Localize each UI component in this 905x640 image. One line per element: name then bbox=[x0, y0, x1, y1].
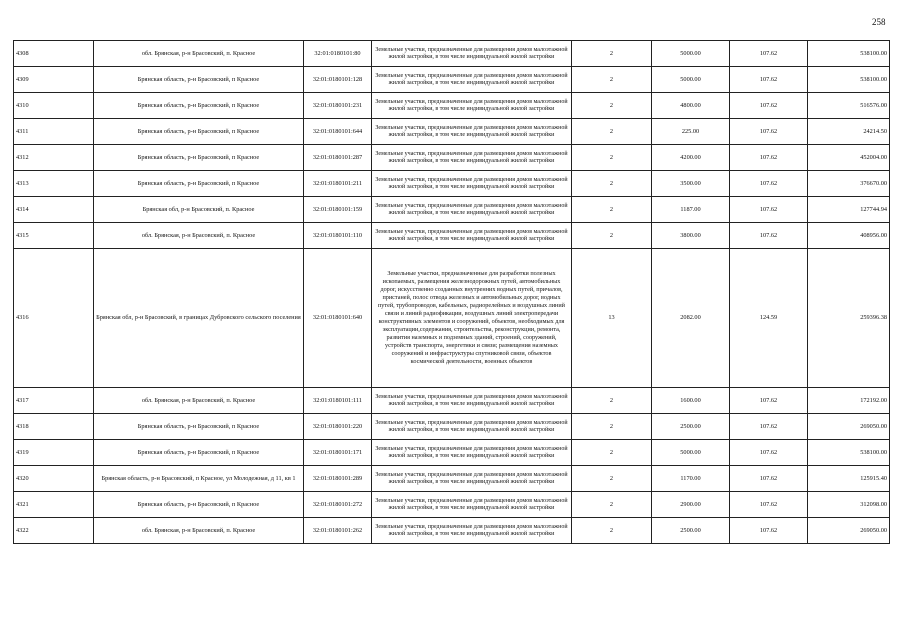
area-cell: 3800.00 bbox=[652, 223, 730, 249]
area-cell: 3500.00 bbox=[652, 171, 730, 197]
use-group-code-cell: 2 bbox=[572, 119, 652, 145]
table-row bbox=[14, 466, 890, 492]
row-number-cell: 4308 bbox=[14, 41, 94, 67]
cadastral-value-cell: 269050.00 bbox=[808, 414, 890, 440]
land-use-purpose-cell: Земельные участки, предназначенные для размещения домов малоэтажной жилой застройки, в том числе индивидуальной жилой застройки bbox=[372, 388, 572, 414]
cadastral-value-cell: 408956.00 bbox=[808, 223, 890, 249]
area-cell: 2082.00 bbox=[652, 249, 730, 388]
row-number-cell: 4310 bbox=[14, 93, 94, 119]
table-row bbox=[14, 93, 890, 119]
table-row bbox=[14, 249, 890, 388]
row-number-cell: 4318 bbox=[14, 414, 94, 440]
cadastral-value-cell: 125915.40 bbox=[808, 466, 890, 492]
area-cell: 5000.00 bbox=[652, 440, 730, 466]
cadastral-value-cell: 269050.00 bbox=[808, 518, 890, 544]
table-row bbox=[14, 388, 890, 414]
cadastral-number-cell: 32:01:0180101:80 bbox=[304, 41, 372, 67]
use-group-code-cell: 2 bbox=[572, 197, 652, 223]
row-number-cell: 4315 bbox=[14, 223, 94, 249]
table-row bbox=[14, 41, 890, 67]
use-group-code-cell: 2 bbox=[572, 145, 652, 171]
address-cell: обл. Брянская, р-н Брасовский, п. Красное bbox=[94, 518, 304, 544]
cadastral-value-cell: 127744.94 bbox=[808, 197, 890, 223]
use-group-code-cell: 2 bbox=[572, 41, 652, 67]
row-number-cell: 4319 bbox=[14, 440, 94, 466]
address-cell: Брянская обл, р-н Брасовский, п. Красное bbox=[94, 197, 304, 223]
cadastral-number-cell: 32:01:0180101:171 bbox=[304, 440, 372, 466]
area-cell: 4800.00 bbox=[652, 93, 730, 119]
cadastral-number-cell: 32:01:0180101:128 bbox=[304, 67, 372, 93]
use-group-code-cell: 2 bbox=[572, 388, 652, 414]
land-use-purpose-cell: Земельные участки, предназначенные для размещения домов малоэтажной жилой застройки, в том числе индивидуальной жилой застройки bbox=[372, 518, 572, 544]
row-number-cell: 4317 bbox=[14, 388, 94, 414]
land-use-purpose-cell: Земельные участки, предназначенные для размещения домов малоэтажной жилой застройки, в том числе индивидуальной жилой застройки bbox=[372, 223, 572, 249]
address-cell: Брянская область, р-н Брасовский, п Красное bbox=[94, 67, 304, 93]
cadastral-number-cell: 32:01:0180101:272 bbox=[304, 492, 372, 518]
use-group-code-cell: 2 bbox=[572, 492, 652, 518]
cadastral-number-cell: 32:01:0180101:111 bbox=[304, 388, 372, 414]
table-row bbox=[14, 440, 890, 466]
address-cell: обл. Брянская, р-н Брасовский, п. Красное bbox=[94, 223, 304, 249]
use-group-code-cell: 2 bbox=[572, 440, 652, 466]
row-number-cell: 4314 bbox=[14, 197, 94, 223]
land-use-purpose-cell: Земельные участки, предназначенные для размещения домов малоэтажной жилой застройки, в том числе индивидуальной жилой застройки bbox=[372, 414, 572, 440]
use-group-code-cell: 2 bbox=[572, 67, 652, 93]
cadastral-value-cell: 538100.00 bbox=[808, 440, 890, 466]
cadastral-number-cell: 32:01:0180101:644 bbox=[304, 119, 372, 145]
address-cell: обл. Брянская, р-н Брасовский, п. Красное bbox=[94, 41, 304, 67]
use-group-code-cell: 2 bbox=[572, 93, 652, 119]
row-number-cell: 4309 bbox=[14, 67, 94, 93]
cadastral-value-cell: 312098.00 bbox=[808, 492, 890, 518]
cadastral-value-cell: 24214.50 bbox=[808, 119, 890, 145]
area-cell: 2900.00 bbox=[652, 492, 730, 518]
row-number-cell: 4316 bbox=[14, 249, 94, 388]
specific-value-cell: 107.62 bbox=[730, 93, 808, 119]
page-number: 258 bbox=[872, 17, 886, 27]
use-group-code-cell: 2 bbox=[572, 466, 652, 492]
cadastral-value-cell: 538100.00 bbox=[808, 67, 890, 93]
specific-value-cell: 107.62 bbox=[730, 145, 808, 171]
area-cell: 4200.00 bbox=[652, 145, 730, 171]
land-use-purpose-cell: Земельные участки, предназначенные для размещения домов малоэтажной жилой застройки, в том числе индивидуальной жилой застройки bbox=[372, 440, 572, 466]
table-row bbox=[14, 67, 890, 93]
specific-value-cell: 107.62 bbox=[730, 223, 808, 249]
cadastral-value-table bbox=[13, 40, 890, 544]
specific-value-cell: 107.62 bbox=[730, 466, 808, 492]
table-body bbox=[14, 41, 890, 544]
address-cell: обл. Брянская, р-н Брасовский, п. Красное bbox=[94, 388, 304, 414]
address-cell: Брянская область, р-н Брасовский, п Красное bbox=[94, 93, 304, 119]
address-cell: Брянская область, р-н Брасовский, п Красное bbox=[94, 171, 304, 197]
land-use-purpose-cell: Земельные участки, предназначенные для размещения домов малоэтажной жилой застройки, в том числе индивидуальной жилой застройки bbox=[372, 119, 572, 145]
cadastral-value-cell: 516576.00 bbox=[808, 93, 890, 119]
specific-value-cell: 124.59 bbox=[730, 249, 808, 388]
table-row bbox=[14, 492, 890, 518]
area-cell: 1600.00 bbox=[652, 388, 730, 414]
use-group-code-cell: 13 bbox=[572, 249, 652, 388]
cadastral-number-cell: 32:01:0180101:231 bbox=[304, 93, 372, 119]
cadastral-number-cell: 32:01:0180101:110 bbox=[304, 223, 372, 249]
address-cell: Брянская обл, р-н Брасовский, в границах Дубровского сельского поселения bbox=[94, 249, 304, 388]
table-row bbox=[14, 223, 890, 249]
row-number-cell: 4311 bbox=[14, 119, 94, 145]
cadastral-number-cell: 32:01:0180101:287 bbox=[304, 145, 372, 171]
table-row bbox=[14, 171, 890, 197]
area-cell: 1187.00 bbox=[652, 197, 730, 223]
cadastral-value-cell: 538100.00 bbox=[808, 41, 890, 67]
area-cell: 225.00 bbox=[652, 119, 730, 145]
specific-value-cell: 107.62 bbox=[730, 41, 808, 67]
address-cell: Брянская область, р-н Брасовский, п Красное bbox=[94, 119, 304, 145]
address-cell: Брянская область, р-н Брасовский, п Красное, ул Молодежная, д 11, кв 1 bbox=[94, 466, 304, 492]
address-cell: Брянская область, р-н Брасовский, п Красное bbox=[94, 440, 304, 466]
specific-value-cell: 107.62 bbox=[730, 518, 808, 544]
cadastral-value-cell: 259396.38 bbox=[808, 249, 890, 388]
land-use-purpose-cell: Земельные участки, предназначенные для размещения домов малоэтажной жилой застройки, в том числе индивидуальной жилой застройки bbox=[372, 492, 572, 518]
land-use-purpose-cell: Земельные участки, предназначенные для размещения домов малоэтажной жилой застройки, в том числе индивидуальной жилой застройки bbox=[372, 67, 572, 93]
area-cell: 1170.00 bbox=[652, 466, 730, 492]
row-number-cell: 4322 bbox=[14, 518, 94, 544]
cadastral-value-cell: 172192.00 bbox=[808, 388, 890, 414]
land-use-purpose-cell: Земельные участки, предназначенные для размещения домов малоэтажной жилой застройки, в том числе индивидуальной жилой застройки bbox=[372, 41, 572, 67]
land-use-purpose-cell: Земельные участки, предназначенные для разработки полезных ископаемых, размещения железнодорожных путей, автомобильных дорог, искусственно созданных внутренних водных путей, причалов, пристаней, полос отвода железных и автомобильных дорог, водных путей, трубопроводов, кабельных, радиорелейных и воздушных линий связи и линий радиофикации, воздушных линий электропередачи конструктивных элементов и сооружений, объектов, необходимых для эксплуатации,содержания, строительства, реконструкции, ремонта, развития наземных и подземных зданий, строений, сооружений, устройств транспорта, энергетики и связи; размещения наземных сооружений и инфраструктуры спутниковой связи, объектов космической деятельности, военных объектов bbox=[372, 249, 572, 388]
cadastral-number-cell: 32:01:0180101:262 bbox=[304, 518, 372, 544]
cadastral-number-cell: 32:01:0180101:220 bbox=[304, 414, 372, 440]
area-cell: 2500.00 bbox=[652, 414, 730, 440]
area-cell: 5000.00 bbox=[652, 67, 730, 93]
row-number-cell: 4321 bbox=[14, 492, 94, 518]
specific-value-cell: 107.62 bbox=[730, 492, 808, 518]
table-row bbox=[14, 197, 890, 223]
specific-value-cell: 107.62 bbox=[730, 67, 808, 93]
use-group-code-cell: 2 bbox=[572, 223, 652, 249]
land-use-purpose-cell: Земельные участки, предназначенные для размещения домов малоэтажной жилой застройки, в том числе индивидуальной жилой застройки bbox=[372, 145, 572, 171]
land-use-purpose-cell: Земельные участки, предназначенные для размещения домов малоэтажной жилой застройки, в том числе индивидуальной жилой застройки bbox=[372, 466, 572, 492]
specific-value-cell: 107.62 bbox=[730, 414, 808, 440]
cadastral-number-cell: 32:01:0180101:211 bbox=[304, 171, 372, 197]
table-row bbox=[14, 119, 890, 145]
specific-value-cell: 107.62 bbox=[730, 388, 808, 414]
area-cell: 2500.00 bbox=[652, 518, 730, 544]
use-group-code-cell: 2 bbox=[572, 518, 652, 544]
cadastral-number-cell: 32:01:0180101:640 bbox=[304, 249, 372, 388]
table-row bbox=[14, 414, 890, 440]
address-cell: Брянская область, р-н Брасовский, п Красное bbox=[94, 145, 304, 171]
specific-value-cell: 107.62 bbox=[730, 171, 808, 197]
cadastral-number-cell: 32:01:0180101:159 bbox=[304, 197, 372, 223]
specific-value-cell: 107.62 bbox=[730, 197, 808, 223]
cadastral-value-cell: 376670.00 bbox=[808, 171, 890, 197]
row-number-cell: 4313 bbox=[14, 171, 94, 197]
land-use-purpose-cell: Земельные участки, предназначенные для размещения домов малоэтажной жилой застройки, в том числе индивидуальной жилой застройки bbox=[372, 93, 572, 119]
land-use-purpose-cell: Земельные участки, предназначенные для размещения домов малоэтажной жилой застройки, в том числе индивидуальной жилой застройки bbox=[372, 171, 572, 197]
table-row bbox=[14, 518, 890, 544]
use-group-code-cell: 2 bbox=[572, 414, 652, 440]
area-cell: 5000.00 bbox=[652, 41, 730, 67]
row-number-cell: 4320 bbox=[14, 466, 94, 492]
use-group-code-cell: 2 bbox=[572, 171, 652, 197]
specific-value-cell: 107.62 bbox=[730, 440, 808, 466]
land-use-purpose-cell: Земельные участки, предназначенные для размещения домов малоэтажной жилой застройки, в том числе индивидуальной жилой застройки bbox=[372, 197, 572, 223]
cadastral-number-cell: 32:01:0180101:289 bbox=[304, 466, 372, 492]
table-row bbox=[14, 145, 890, 171]
row-number-cell: 4312 bbox=[14, 145, 94, 171]
cadastral-value-cell: 452004.00 bbox=[808, 145, 890, 171]
address-cell: Брянская область, р-н Брасовский, п Красное bbox=[94, 414, 304, 440]
address-cell: Брянская область, р-н Брасовский, п Красное bbox=[94, 492, 304, 518]
specific-value-cell: 107.62 bbox=[730, 119, 808, 145]
